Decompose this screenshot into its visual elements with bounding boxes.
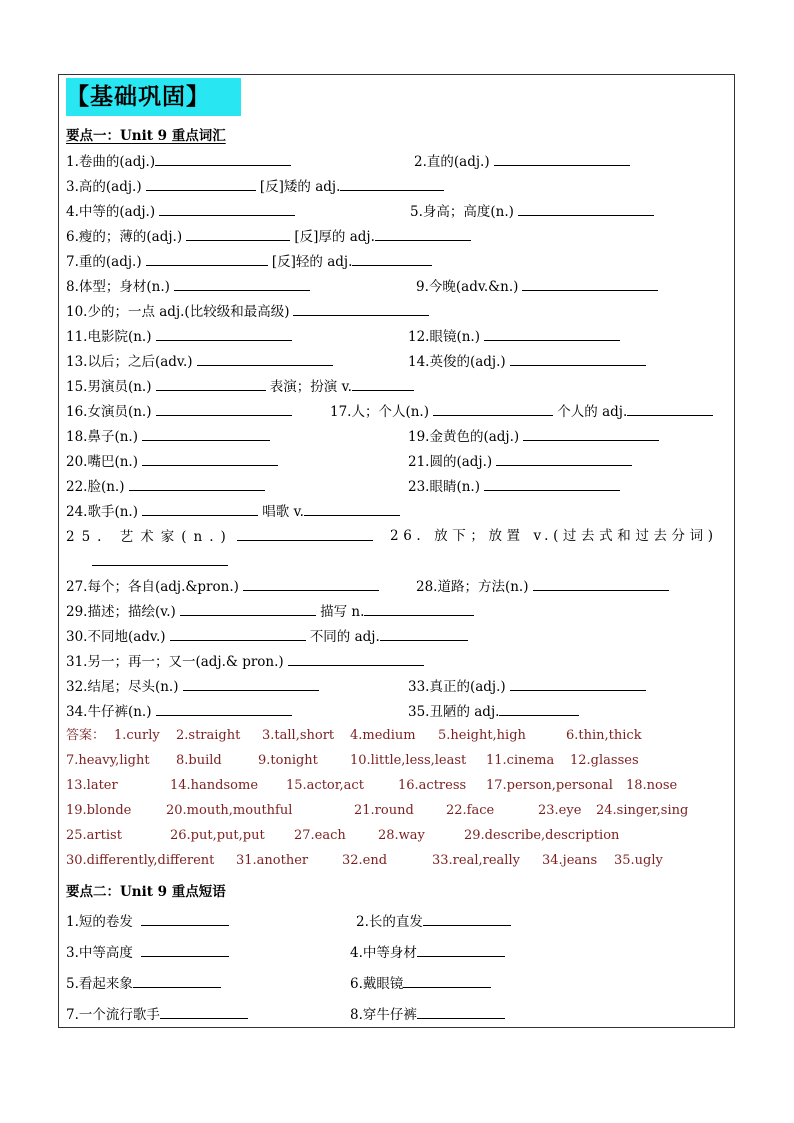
- answer-blank[interactable]: [403, 974, 491, 988]
- phrase-item-3: 3.中等高度: [66, 943, 229, 962]
- answer-blank[interactable]: [141, 912, 229, 926]
- answer-blank[interactable]: [142, 502, 258, 516]
- answer-blank[interactable]: [352, 377, 414, 391]
- answer-3: 3.tall,short: [262, 728, 335, 743]
- answer-28: 28.way: [378, 828, 425, 843]
- vocab-item-6: 6.瘦的；薄的(adj.) [反]厚的 adj.: [66, 227, 471, 246]
- vocab-item-16: 16.女演员(n.): [66, 402, 292, 421]
- answer-blank[interactable]: [156, 377, 266, 391]
- answer-blank[interactable]: [142, 452, 278, 466]
- answer-17: 17.person,personal: [486, 778, 613, 793]
- vocab-item-19: 19.金黄色的(adj.): [408, 427, 659, 446]
- vocab-item-24: 24.歌手(n.) 唱歌 v.: [66, 502, 400, 521]
- vocab-item-35: 35.丑陋的 adj.: [408, 702, 579, 721]
- answer-blank[interactable]: [484, 327, 620, 341]
- answer-blank[interactable]: [156, 327, 292, 341]
- answer-30: 30.differently,different: [66, 853, 215, 868]
- answer-blank[interactable]: [133, 974, 221, 988]
- vocab-item-14: 14.英俊的(adj.): [408, 352, 646, 371]
- answer-blank[interactable]: [288, 652, 424, 666]
- answer-9: 9.tonight: [258, 753, 318, 768]
- answer-35: 35.ugly: [614, 853, 663, 868]
- answer-blank[interactable]: [417, 943, 505, 957]
- phrase-item-5: 5.看起来象: [66, 974, 221, 993]
- answer-blank[interactable]: [494, 152, 630, 166]
- answer-21: 21.round: [354, 803, 414, 818]
- vocab-item-29: 29.描述；描绘(v.) 描写 n.: [66, 602, 474, 621]
- vocab-item-8: 8.体型；身材(n.): [66, 277, 310, 296]
- vocab-item-26: 26. 放下；放置 v.(过去式和过去分词): [390, 528, 718, 544]
- answer-blank[interactable]: [180, 602, 316, 616]
- answer-blank[interactable]: [146, 177, 256, 191]
- vocab-item-10: 10.少的；一点 adj.(比较级和最高级): [66, 302, 429, 321]
- answer-25: 25.artist: [66, 828, 122, 843]
- vocab-item-22: 22.脸(n.): [66, 477, 265, 496]
- vocab-item-13: 13.以后；之后(adv.): [66, 352, 333, 371]
- answer-blank[interactable]: [375, 227, 471, 241]
- answer-33: 33.real,really: [432, 853, 520, 868]
- answer-blank[interactable]: [423, 912, 511, 926]
- vocab-item-34: 34.牛仔裤(n.): [66, 702, 292, 721]
- answer-11: 11.cinema: [486, 753, 555, 768]
- vocab-item-1: 1.卷曲的(adj.): [66, 152, 291, 171]
- answers-label: 答案：: [66, 728, 106, 743]
- answer-29: 29.describe,description: [464, 828, 620, 843]
- answer-26: 26.put,put,put: [170, 828, 265, 843]
- vocab-item-4: 4.中等的(adj.): [66, 202, 295, 221]
- vocab-item-18: 18.鼻子(n.): [66, 427, 270, 446]
- answer-blank[interactable]: [522, 277, 658, 291]
- vocab-item-15: 15.男演员(n.) 表演；扮演 v.: [66, 377, 414, 396]
- answer-4: 4.medium: [350, 728, 416, 743]
- vocab-item-17: 17.人；个人(n.) 个人的 adj.: [330, 402, 713, 421]
- answer-24: 24.singer,sing: [596, 803, 689, 818]
- answer-blank[interactable]: [499, 702, 579, 716]
- answer-18: 18.nose: [626, 778, 678, 793]
- answer-13: 13.later: [66, 778, 118, 793]
- answer-blank[interactable]: [170, 627, 306, 641]
- answer-blank[interactable]: [92, 552, 228, 566]
- answer-blank[interactable]: [433, 402, 553, 416]
- answer-blank[interactable]: [237, 527, 373, 541]
- section-heading-phrases: 要点二：Unit 9 重点短语: [66, 884, 226, 900]
- vocab-item-20: 20.嘴巴(n.): [66, 452, 278, 471]
- vocab-item-7: 7.重的(adj.) [反]轻的 adj.: [66, 252, 432, 271]
- answer-14: 14.handsome: [170, 778, 259, 793]
- answer-blank[interactable]: [160, 1005, 248, 1019]
- answer-1: 1.curly: [114, 728, 160, 743]
- vocab-item-5: 5.身高；高度(n.): [410, 202, 654, 221]
- answer-27: 27.each: [294, 828, 346, 843]
- answer-blank[interactable]: [293, 302, 429, 316]
- answer-blank[interactable]: [174, 277, 310, 291]
- vocab-item-25: 25. 艺术家(n.): [66, 527, 373, 546]
- answer-12: 12.glasses: [570, 753, 639, 768]
- answer-blank[interactable]: [142, 427, 270, 441]
- answer-blank[interactable]: [141, 943, 229, 957]
- answer-16: 16.actress: [398, 778, 467, 793]
- answer-22: 22.face: [446, 803, 495, 818]
- answer-blank[interactable]: [146, 252, 268, 266]
- vocab-item-28: 28.道路；方法(n.): [416, 577, 669, 596]
- answer-blank[interactable]: [197, 352, 333, 366]
- answer-blank[interactable]: [417, 1005, 505, 1019]
- phrase-item-4: 4.中等身材: [350, 943, 505, 962]
- answer-blank[interactable]: [304, 502, 400, 516]
- answer-blank[interactable]: [496, 452, 632, 466]
- answer-6: 6.thin,thick: [566, 728, 642, 743]
- answer-blank[interactable]: [156, 402, 292, 416]
- answer-7: 7.heavy,light: [66, 753, 150, 768]
- section-banner: 【基础巩固】: [66, 78, 241, 116]
- vocab-item-32: 32.结尾；尽头(n.): [66, 677, 319, 696]
- answer-31: 31.another: [236, 853, 309, 868]
- answer-blank[interactable]: [510, 677, 646, 691]
- vocab-item-9: 9.今晚(adv.&n.): [416, 277, 658, 296]
- answer-20: 20.mouth,mouthful: [166, 803, 293, 818]
- answer-blank[interactable]: [159, 202, 295, 216]
- answer-blank[interactable]: [156, 702, 292, 716]
- vocab-item-30: 30.不同地(adv.) 不同的 adj.: [66, 627, 468, 646]
- vocab-item-31: 31.另一；再一；又一(adj.& pron.): [66, 652, 424, 671]
- answer-2: 2.straight: [176, 728, 241, 743]
- answer-blank[interactable]: [627, 402, 713, 416]
- answer-blank[interactable]: [518, 202, 654, 216]
- phrase-item-8: 8.穿牛仔裤: [350, 1005, 505, 1024]
- vocab-item-26-blank: [92, 552, 228, 571]
- answer-blank[interactable]: [380, 627, 468, 641]
- answer-blank[interactable]: [523, 427, 659, 441]
- section-heading-vocab: 要点一：Unit 9 重点词汇: [66, 128, 226, 144]
- answer-10: 10.little,less,least: [350, 753, 467, 768]
- answer-blank[interactable]: [243, 577, 379, 591]
- answer-34: 34.jeans: [542, 853, 598, 868]
- answer-blank[interactable]: [364, 602, 474, 616]
- vocab-item-21: 21.圆的(adj.): [408, 452, 632, 471]
- answer-blank[interactable]: [155, 152, 291, 166]
- vocab-item-33: 33.真正的(adj.): [408, 677, 646, 696]
- vocab-item-27: 27.每个；各自(adj.&pron.): [66, 577, 379, 596]
- phrase-item-6: 6.戴眼镜: [350, 974, 491, 993]
- answer-blank[interactable]: [340, 177, 444, 191]
- answer-blank[interactable]: [510, 352, 646, 366]
- answer-blank[interactable]: [183, 677, 319, 691]
- answer-blank[interactable]: [533, 577, 669, 591]
- answer-32: 32.end: [342, 853, 388, 868]
- answer-15: 15.actor,act: [286, 778, 364, 793]
- vocab-item-12: 12.眼镜(n.): [408, 327, 620, 346]
- answer-blank[interactable]: [352, 252, 432, 266]
- vocab-item-2: 2.直的(adj.): [414, 152, 630, 171]
- answer-5: 5.height,high: [438, 728, 526, 743]
- answer-19: 19.blonde: [66, 803, 132, 818]
- answer-8: 8.build: [176, 753, 222, 768]
- vocab-item-3: 3.高的(adj.) [反]矮的 adj.: [66, 177, 444, 196]
- answer-blank[interactable]: [186, 227, 290, 241]
- phrase-item-1: 1.短的卷发: [66, 912, 229, 931]
- vocab-item-23: 23.眼睛(n.): [408, 477, 620, 496]
- phrase-item-7: 7.一个流行歌手: [66, 1005, 248, 1024]
- phrase-item-2: 2.长的直发: [356, 912, 511, 931]
- answer-blank[interactable]: [484, 477, 620, 491]
- answer-blank[interactable]: [129, 477, 265, 491]
- answer-23: 23.eye: [538, 803, 582, 818]
- vocab-item-11: 11.电影院(n.): [66, 327, 292, 346]
